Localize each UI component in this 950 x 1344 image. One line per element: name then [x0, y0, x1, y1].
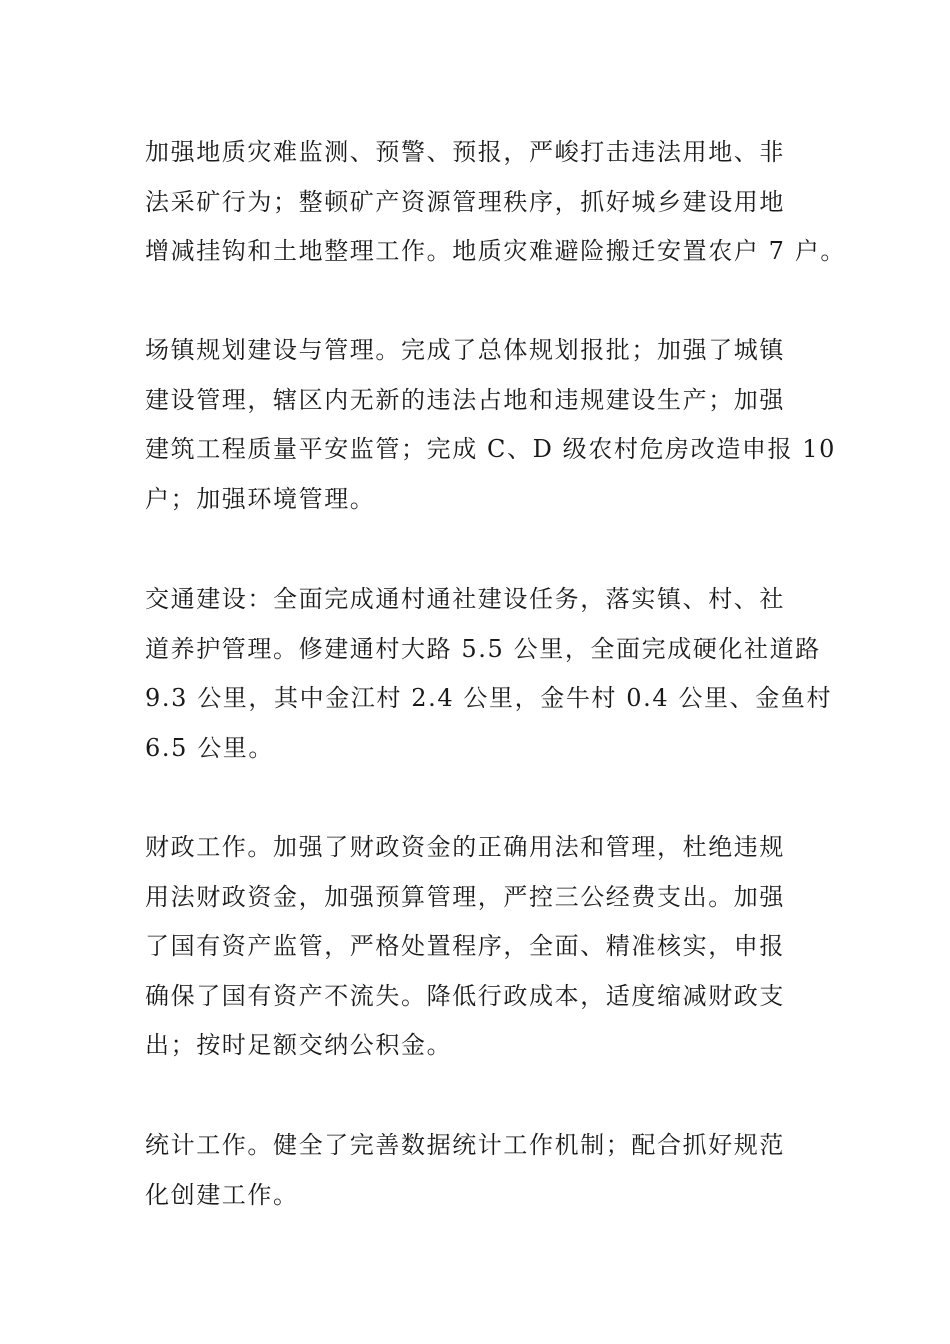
paragraph-land-resources	[145, 128, 846, 277]
text-line: 出；按时足额交纳公积金。	[145, 1031, 453, 1059]
text-line: 道养护管理。修建通村大路 5.5 公里，全面完成硬化社道路	[145, 634, 821, 663]
text-line: 用法财政资金，加强预算管理，严控三公经费支出。加强	[145, 882, 785, 911]
paragraph-statistics	[145, 1121, 810, 1220]
text-line: 法采矿行为；整顿矿产资源管理秩序，抓好城乡建设用地	[145, 187, 785, 216]
text-line: 增减挂钩和土地整理工作。地质灾难避险搬迁安置农户 7 户。	[145, 237, 846, 265]
paragraph-transport	[145, 575, 833, 773]
text-line: 加强地质灾难监测、预警、预报，严峻打击违法用地、非	[145, 138, 785, 166]
text-line: 财政工作。加强了财政资金的正确用法和管理，杜绝违规	[145, 833, 785, 861]
text-line: 化创建工作。	[145, 1180, 299, 1209]
text-line: 6.5 公里。	[145, 733, 274, 762]
paragraph-town-planning	[145, 326, 837, 524]
text-line: 户；加强环境管理。	[145, 484, 376, 513]
text-line: 统计工作。健全了完善数据统计工作机制；配合抓好规范	[145, 1131, 785, 1159]
text-line: 交通建设：全面完成通村通社建设任务，落实镇、村、社	[145, 585, 785, 613]
text-line: 确保了国有资产不流失。降低行政成本，适度缩减财政支	[145, 981, 785, 1010]
text-line: 了国有资产监管，严格处置程序，全面、精准核实，申报	[145, 932, 785, 960]
text-line: 建筑工程质量平安监管；完成 C、D 级农村危房改造申报 10	[145, 435, 837, 463]
paragraph-finance	[145, 823, 810, 1071]
text-line: 9.3 公里，其中金江村 2.4 公里，金牛村 0.4 公里、金鱼村	[145, 684, 833, 712]
text-line: 建设管理，辖区内无新的违法占地和违规建设生产；加强	[145, 385, 785, 414]
text-line: 场镇规划建设与管理。完成了总体规划报批；加强了城镇	[145, 336, 785, 364]
